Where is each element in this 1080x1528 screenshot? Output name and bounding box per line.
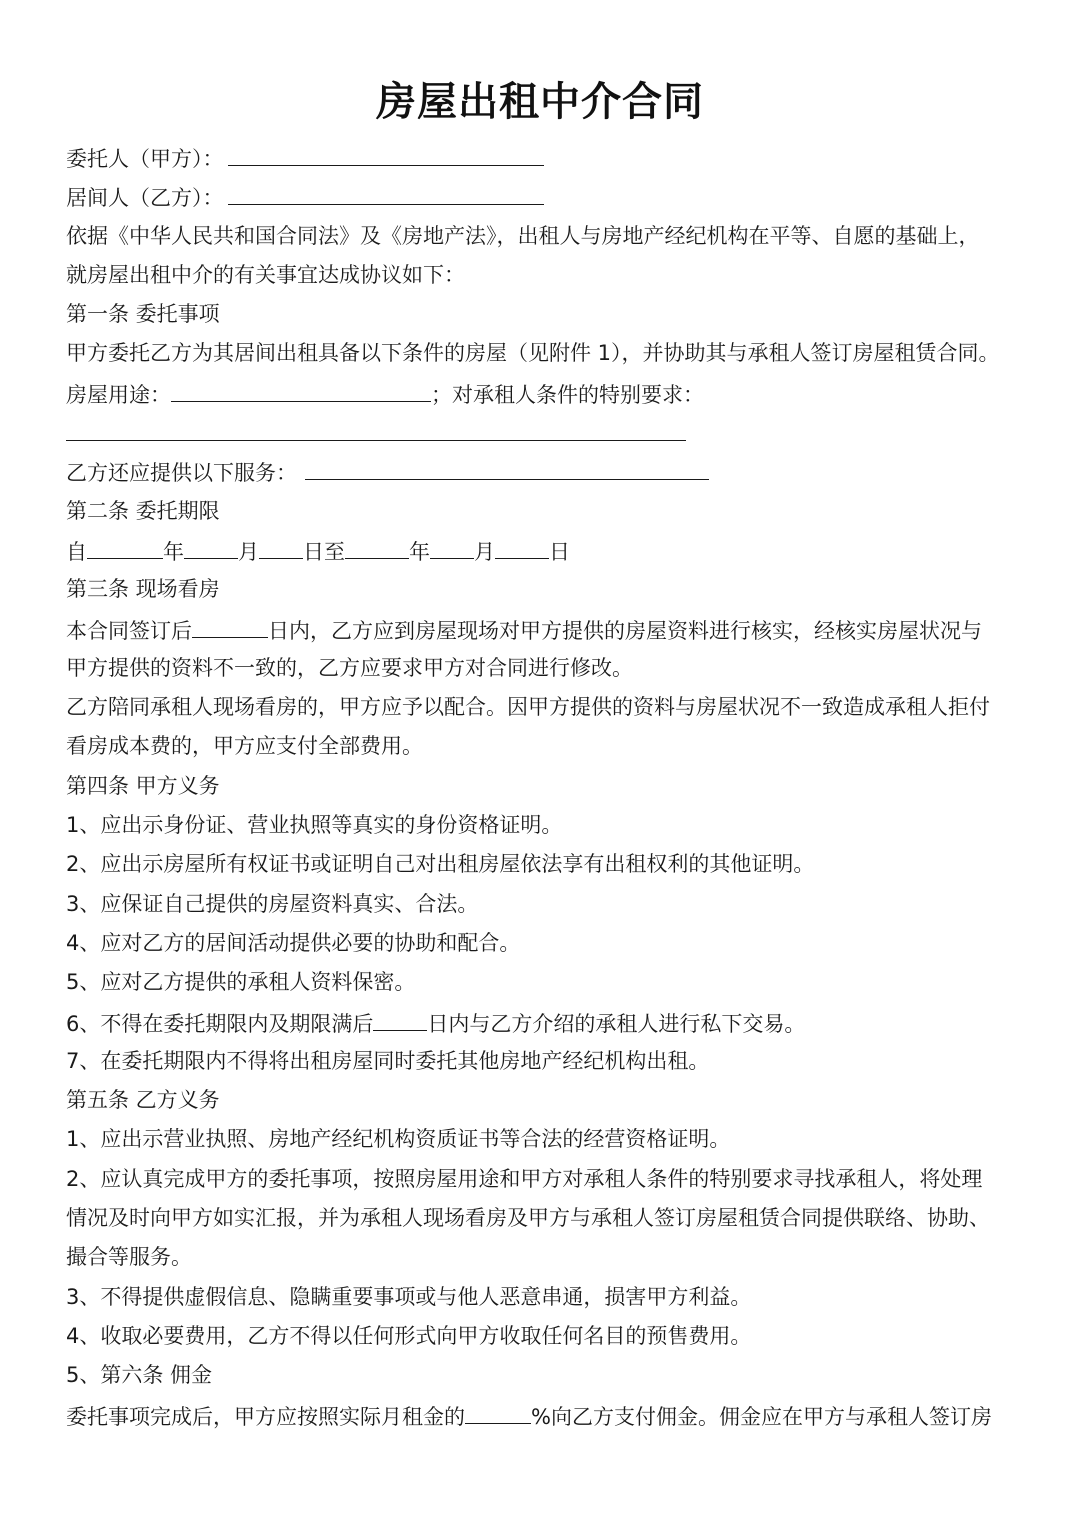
start-day-blank[interactable] xyxy=(259,531,303,559)
article-3-p1-b: 日内，乙方应到房屋现场对甲方提供的房屋资料进行核实，经核实房屋状况与 xyxy=(268,618,982,643)
party-b-blank[interactable] xyxy=(228,177,544,205)
house-usage-label: 房屋用途： xyxy=(66,382,171,407)
preamble-line-1: 依据《中华人民共和国合同法》及《房地产法》，出租人与房地产经纪机构在平等、自愿的基础上， xyxy=(66,223,980,248)
article-3-p2-line2: 看房成本费的，甲方应支付全部费用。 xyxy=(66,734,423,759)
extra-service-blank[interactable] xyxy=(305,452,709,480)
party-a-blank[interactable] xyxy=(228,138,544,166)
article-3-p2-line1: 乙方陪同承租人现场看房的，甲方应予以配合。因甲方提供的资料与房屋状况不一致造成承租人拒付 xyxy=(66,695,990,720)
contract-body xyxy=(66,138,1026,1435)
article-5-item-2-line2: 情况及时向甲方如实汇报，并为承租人现场看房及甲方与承租人签订房屋租赁合同提供联络、协助、 xyxy=(66,1206,990,1231)
article-5-item-4: 4、收取必要费用，乙方不得以任何形式向甲方收取任何名目的预售费用。 xyxy=(66,1323,752,1348)
party-b-line xyxy=(66,177,1026,216)
start-month-blank[interactable] xyxy=(184,531,238,559)
article-5-item-2-line3: 撮合等服务。 xyxy=(66,1245,192,1270)
end-day-blank[interactable] xyxy=(495,531,549,559)
private-deal-days-blank[interactable] xyxy=(373,1003,427,1031)
house-usage-line xyxy=(66,374,1026,413)
article-3-p1-a: 本合同签订后 xyxy=(66,618,192,643)
house-usage-blank[interactable] xyxy=(171,374,431,402)
preamble-line-2: 就房屋出租中介的有关事宜达成协议如下： xyxy=(66,262,465,287)
article-6-text-a: 委托事项完成后，甲方应按照实际月租金的 xyxy=(66,1404,465,1429)
article-4-item: 1、应出示身份证、营业执照等真实的身份资格证明。 xyxy=(66,813,563,838)
article-5-heading: 第五条 乙方义务 xyxy=(66,1088,220,1113)
article-2-heading: 第二条 委托期限 xyxy=(66,498,220,523)
inspection-days-blank[interactable] xyxy=(192,610,268,638)
article-4-item: 3、应保证自己提供的房屋资料真实、合法。 xyxy=(66,891,479,916)
party-a-line xyxy=(66,138,1026,177)
period-day-to: 日至 xyxy=(303,539,345,564)
article-6-heading: 5、第六条 佣金 xyxy=(66,1363,213,1388)
article-4-item-6 xyxy=(66,1003,1026,1042)
article-4-item-6-a: 6、不得在委托期限内及期限满后 xyxy=(66,1011,374,1036)
party-a-label: 委托人（甲方）： xyxy=(66,147,224,171)
period-line xyxy=(66,531,1026,570)
period-year: 年 xyxy=(163,539,184,564)
article-4-item-6-b: 日内与乙方介绍的承租人进行私下交易。 xyxy=(427,1011,806,1036)
page-title: 房屋出租中介合同 xyxy=(376,79,704,125)
article-3-heading: 第三条 现场看房 xyxy=(66,577,220,602)
period-month-2: 月 xyxy=(474,539,495,564)
article-4-item: 5、应对乙方提供的承租人资料保密。 xyxy=(66,970,416,995)
start-year-blank[interactable] xyxy=(87,531,163,559)
end-month-blank[interactable] xyxy=(430,531,474,559)
article-3-p1-line2: 甲方提供的资料不一致的，乙方应要求甲方对合同进行修改。 xyxy=(66,655,633,680)
period-from: 自 xyxy=(66,539,87,564)
period-day: 日 xyxy=(549,539,570,564)
commission-percent-blank[interactable] xyxy=(465,1396,531,1424)
article-4-item: 4、应对乙方的居间活动提供必要的协助和配合。 xyxy=(66,930,521,955)
article-5-item-3: 3、不得提供虚假信息、隐瞒重要事项或与他人恶意串通，损害甲方利益。 xyxy=(66,1284,752,1309)
article-6-text xyxy=(66,1396,1026,1435)
article-4-heading: 第四条 甲方义务 xyxy=(66,773,220,798)
end-year-blank[interactable] xyxy=(345,531,409,559)
extra-service-line xyxy=(66,452,1026,491)
article-1-heading: 第一条 委托事项 xyxy=(66,302,220,327)
article-5-item-2-line1: 2、应认真完成甲方的委托事项，按照房屋用途和甲方对承租人条件的特别要求寻找承租人，将处理 xyxy=(66,1166,983,1191)
article-1-text: 甲方委托乙方为其居间出租具备以下条件的房屋（见附件 1），并协助其与承租人签订房屋租赁合同。 xyxy=(66,341,1000,366)
article-6-text-b: %向乙方支付佣金。佣金应在甲方与承租人签订房 xyxy=(531,1404,992,1429)
party-b-label: 居间人（乙方）： xyxy=(66,186,224,211)
period-year-2: 年 xyxy=(409,539,430,564)
article-3-p1-line1 xyxy=(66,610,1026,649)
extra-service-label: 乙方还应提供以下服务： xyxy=(66,461,297,486)
article-4-item-7: 7、在委托期限内不得将出租房屋同时委托其他房地产经纪机构出租。 xyxy=(66,1048,710,1073)
article-4-item: 2、应出示房屋所有权证书或证明自己对出租房屋依法享有出租权利的其他证明。 xyxy=(66,852,815,877)
article-5-item-1: 1、应出示营业执照、房地产经纪机构资质证书等合法的经营资格证明。 xyxy=(66,1127,731,1152)
special-requirement-label: ；对承租人条件的特别要求： xyxy=(431,382,704,407)
special-requirement-line xyxy=(66,413,1026,452)
period-month: 月 xyxy=(238,539,259,564)
special-requirement-blank[interactable] xyxy=(66,413,686,441)
